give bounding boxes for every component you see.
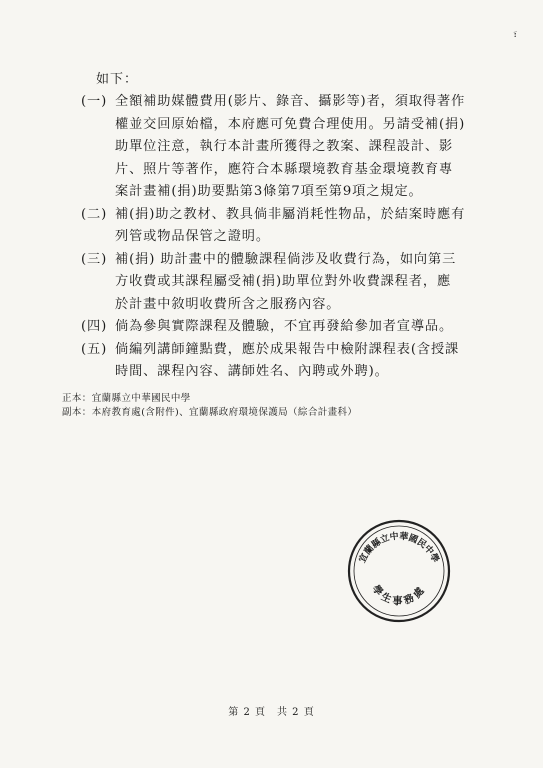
clause-number: (四) bbox=[81, 319, 108, 334]
clause-text bbox=[115, 91, 481, 204]
clause-line: 於計畫中敘明收費所含之服務內容。 bbox=[115, 296, 341, 312]
clause-line: 倘編列講師鐘點費，應於成果報告中檢附課程表(含授課 bbox=[115, 341, 460, 357]
clause-text bbox=[115, 249, 481, 317]
clause-line: 片、照片等著作，應符合本縣環境教育基金環境教育專 bbox=[115, 161, 454, 177]
clause-line: 時間、課程內容、講師姓名、內聘或外聘)。 bbox=[115, 364, 389, 379]
copy-recipients: 副本：本府教育處(含附件)、宜蘭縣政府環境保護局（綜合計畫科） bbox=[62, 407, 358, 418]
clause-text bbox=[115, 339, 481, 384]
clause-number: (二) bbox=[81, 206, 108, 222]
clause-line: 方收費或其課程屬受補(捐)助單位對外收費課程者，應 bbox=[115, 274, 452, 289]
clause-text bbox=[115, 316, 481, 339]
clause-line: 補(捐) 助計畫中的體驗課程倘涉及收費行為，如向第三 bbox=[115, 251, 457, 267]
page-number: 第 2 頁 共 2 頁 bbox=[228, 707, 315, 718]
clause-number: (三) bbox=[81, 251, 108, 267]
clause-line: 全額補助媒體費用(影片、錄音、攝影等)者，須取得著作 bbox=[115, 94, 466, 109]
distribution-list bbox=[62, 392, 357, 420]
original-recipient: 正本：宜蘭縣立中華國民中學 bbox=[62, 393, 191, 404]
clause-item bbox=[81, 316, 481, 339]
seal-outer-text: 宜蘭縣立中華國民中學 bbox=[357, 531, 441, 565]
clause-item bbox=[81, 249, 481, 317]
clause-line: 列管或物品保管之證明。 bbox=[115, 229, 270, 244]
clause-line: 助單位注意，執行本計畫所獲得之教案、課程設計、影 bbox=[115, 139, 454, 154]
clause-text bbox=[115, 204, 481, 249]
clause-number: (一) bbox=[81, 94, 108, 109]
clause-line: 補(捐)助之教材、教具倘非屬消耗性物品，於結案時應有 bbox=[115, 206, 466, 222]
clause-line: 案計畫補(捐)助要點第3條第7項至第9項之規定。 bbox=[115, 184, 423, 199]
clause-line: 倘為參與實際課程及體驗，不宜再發給參加者宣導品。 bbox=[115, 319, 454, 334]
clause-line: 權並交回原始檔，本府應可免費合理使用。另請受補(捐) bbox=[115, 116, 466, 132]
seal-inner-text: 學生事務處 bbox=[369, 583, 429, 608]
clause-item bbox=[81, 339, 481, 384]
clause-number: (五) bbox=[81, 341, 108, 357]
scan-mark: ፣ bbox=[513, 28, 518, 41]
clause-list bbox=[81, 91, 481, 384]
clause-item bbox=[81, 91, 481, 204]
clause-item bbox=[81, 204, 481, 249]
intro-text: 如下： bbox=[96, 72, 139, 87]
office-seal-stamp bbox=[346, 518, 452, 624]
